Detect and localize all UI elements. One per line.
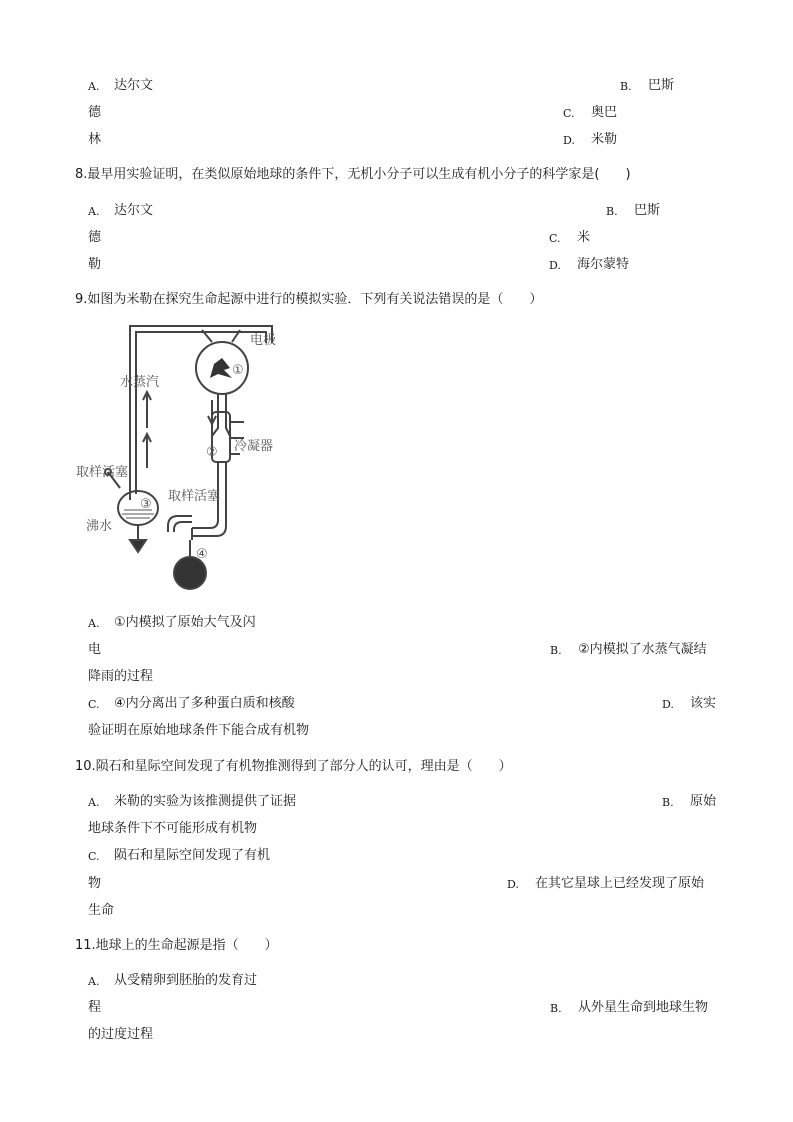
option-b-continuation: 德 <box>88 230 102 245</box>
option-d-text: 在其它星球上已经发现了原始 <box>535 876 705 891</box>
option-c-text: 陨石和星际空间发现了有机 <box>114 848 271 863</box>
option-letter: A. <box>88 796 100 809</box>
option-c-continuation: 物 <box>88 876 102 891</box>
option-b-text: 原始 <box>690 794 717 809</box>
option-letter: C. <box>88 698 100 711</box>
option-letter: D. <box>662 698 674 711</box>
option-letter: B. <box>606 205 618 218</box>
option-b-text: ②内模拟了水蒸气凝结 <box>578 642 707 657</box>
question-stem: 11.地球上的生命起源是指（ ） <box>75 938 278 953</box>
label-boiling-water: 沸水 <box>86 519 113 534</box>
option-letter: B. <box>620 80 632 93</box>
option-a-continuation: 电 <box>88 642 102 657</box>
marker-1: ① <box>232 363 244 378</box>
miller-experiment-figure <box>72 318 296 594</box>
option-letter: A. <box>88 617 100 630</box>
option-c-text: ④内分离出了多种蛋白质和核酸 <box>114 696 295 711</box>
marker-4: ④ <box>196 547 208 562</box>
marker-2: ② <box>206 445 218 460</box>
option-c-continuation: 林 <box>88 132 102 147</box>
marker-3: ③ <box>140 497 152 512</box>
label-sampling-valve-left: 取样活塞 <box>76 465 129 480</box>
option-b-continuation: 降雨的过程 <box>88 669 154 684</box>
option-b-text: 从外星生命到地球生物 <box>578 1000 709 1015</box>
option-d-continuation: 生命 <box>88 903 115 918</box>
option-letter: A. <box>88 205 100 218</box>
option-letter: B. <box>550 644 562 657</box>
option-c-continuation: 勒 <box>88 257 102 272</box>
question-stem: 10.陨石和星际空间发现了有机物推测得到了部分人的认可，理由是（ ） <box>75 759 512 774</box>
option-letter: C. <box>563 107 575 120</box>
option-letter: C. <box>549 232 561 245</box>
label-electrode: 电极 <box>250 333 277 348</box>
option-b-text: 巴斯 <box>648 78 675 93</box>
option-letter: B. <box>662 796 674 809</box>
option-a-continuation: 程 <box>88 1000 102 1015</box>
option-letter: A. <box>88 975 100 988</box>
option-letter: A. <box>88 80 100 93</box>
option-d-text: 海尔蒙特 <box>577 257 630 272</box>
option-letter: B. <box>550 1002 562 1015</box>
option-letter: C. <box>88 850 100 863</box>
option-d-text: 该实 <box>690 696 717 711</box>
option-a-text: 从受精卵到胚胎的发育过 <box>114 973 258 988</box>
option-a-text: 达尔文 <box>114 78 154 93</box>
question-stem: 9.如图为米勒在探究生命起源中进行的模拟实验．下列有关说法错误的是（ ） <box>75 292 543 307</box>
option-d-continuation: 验证明在原始地球条件下能合成有机物 <box>88 723 310 738</box>
label-sampling-valve-right: 取样活塞 <box>168 489 221 504</box>
option-b-text: 巴斯 <box>634 203 661 218</box>
option-a-text: ①内模拟了原始大气及闪 <box>114 615 256 630</box>
label-water-vapor: 水蒸汽 <box>120 375 160 390</box>
option-b-continuation: 德 <box>88 105 102 120</box>
option-a-text: 达尔文 <box>114 203 154 218</box>
option-a-text: 米勒的实验为该推测提供了证据 <box>114 794 297 809</box>
option-c-text: 奥巴 <box>591 105 618 120</box>
label-condenser: 冷凝器 <box>234 439 274 454</box>
option-letter: D. <box>563 134 575 147</box>
option-c-text: 米 <box>577 230 591 245</box>
option-b-continuation: 的过度过程 <box>88 1027 154 1042</box>
option-letter: D. <box>549 259 561 272</box>
option-b-continuation: 地球条件下不可能形成有机物 <box>88 821 258 836</box>
question-stem: 8.最早用实验证明，在类似原始地球的条件下，无机小分子可以生成有机小分子的科学家是( ) <box>75 167 631 182</box>
option-d-text: 米勒 <box>591 132 618 147</box>
option-letter: D. <box>507 878 519 891</box>
